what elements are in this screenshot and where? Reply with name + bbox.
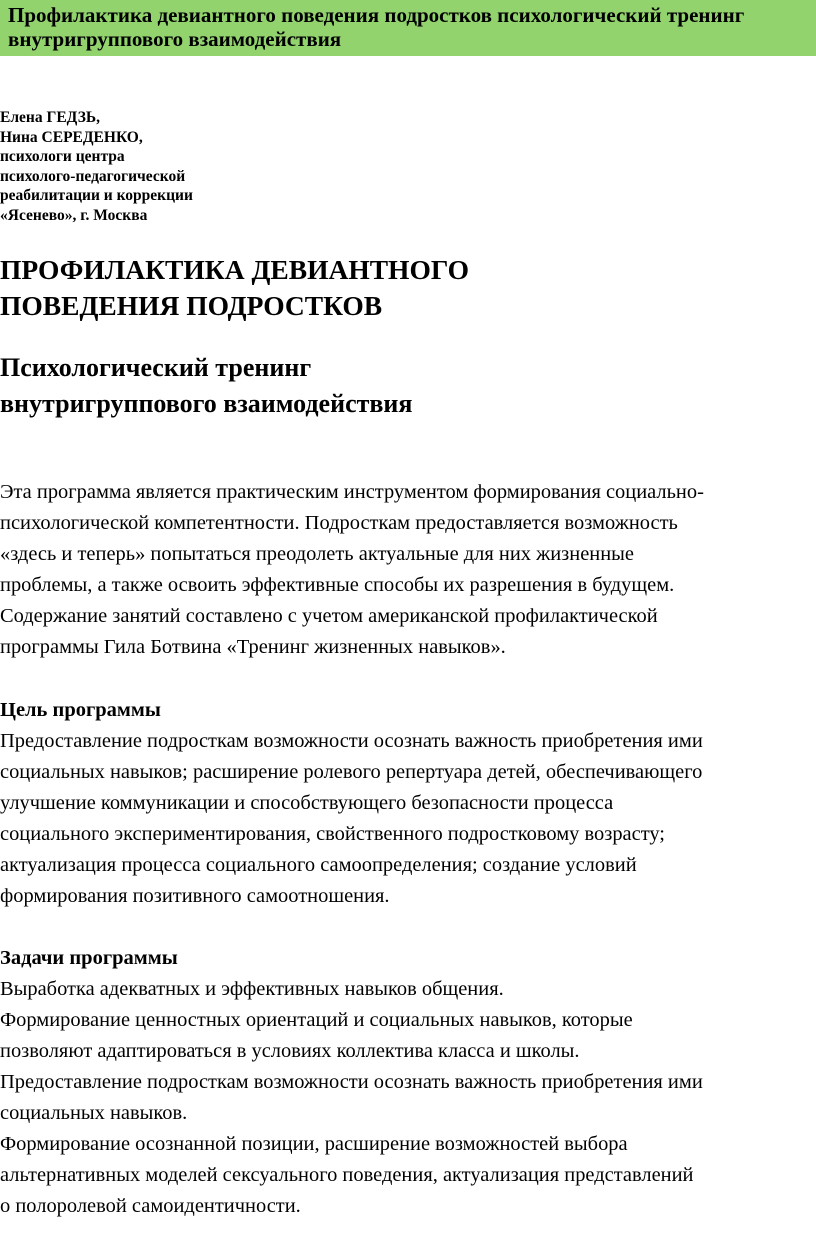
main-heading-line: ПРОФИЛАКТИКА ДЕВИАНТНОГО [0, 254, 470, 285]
authors-block [0, 108, 193, 226]
text-line: Предоставление подросткам возможности осознать важность приобретения ими [0, 730, 703, 752]
tasks-heading: Задачи программы [0, 947, 178, 969]
author-line: психолого-педагогической [0, 167, 186, 185]
text-line: Формирование осознанной позиции, расширение возможностей выбора [0, 1133, 628, 1155]
text-line: Содержание занятий составлено с учетом американской профилактической [0, 605, 658, 627]
text-line: социального экспериментирования, свойственного подростковому возрасту; [0, 823, 666, 845]
main-heading-line: ПОВЕДЕНИЯ ПОДРОСТКОВ [0, 290, 383, 321]
text-line: «здесь и теперь» попытаться преодолеть актуальные для них жизненные [0, 543, 634, 565]
main-heading [0, 252, 469, 324]
sub-heading-line: внутригруппового взаимодействия [0, 389, 413, 418]
text-line: альтернативных моделей сексуального поведения, актуализация представлений [0, 1164, 694, 1186]
author-line: Нина СЕРЕДЕНКО, [0, 128, 143, 146]
tasks-paragraph [0, 974, 816, 1222]
title-bar [0, 0, 816, 56]
goal-paragraph [0, 726, 816, 912]
sub-heading-line: Психологический тренинг [0, 353, 312, 382]
text-line: улучшение коммуникации и способствующего безопасности процесса [0, 792, 614, 814]
text-line: программы Гила Ботвина «Тренинг жизненных навыков». [0, 636, 506, 658]
sub-heading [0, 350, 412, 422]
author-line: психологи центра [0, 148, 125, 166]
text-line: Выработка адекватных и эффективных навыков общения. [0, 978, 504, 1000]
intro-paragraph [0, 477, 816, 663]
text-line: актуализация процесса социального самоопределения; создание условий [0, 854, 637, 876]
text-line: о полоролевой самоидентичности. [0, 1195, 301, 1217]
text-line: психологической компетентности. Подросткам предоставляется возможность [0, 512, 678, 534]
text-line: Предоставление подросткам возможности осознать важность приобретения ими [0, 1071, 703, 1093]
text-line: позволяют адаптироваться в условиях коллектива класса и школы. [0, 1040, 580, 1062]
author-line: «Ясенево», г. Москва [0, 206, 148, 224]
text-line: проблемы, а также освоить эффективные способы их разрешения в будущем. [0, 574, 675, 596]
document-title: Профилактика девиантного поведения подростков психологический тренинг внутригруппового взаимодействия [8, 3, 745, 51]
text-line: Формирование ценностных ориентаций и социальных навыков, которые [0, 1009, 633, 1031]
text-line: социальных навыков. [0, 1102, 188, 1124]
text-line: формирования позитивного самоотношения. [0, 885, 390, 907]
goal-heading: Цель программы [0, 699, 161, 721]
author-line: Елена ГЕДЗЬ, [0, 109, 101, 126]
text-line: социальных навыков; расширение ролевого репертуара детей, обеспечивающего [0, 761, 703, 783]
author-line: реабилитации и коррекции [0, 187, 193, 205]
text-line: Эта программа является практическим инструментом формирования социально- [0, 481, 704, 503]
